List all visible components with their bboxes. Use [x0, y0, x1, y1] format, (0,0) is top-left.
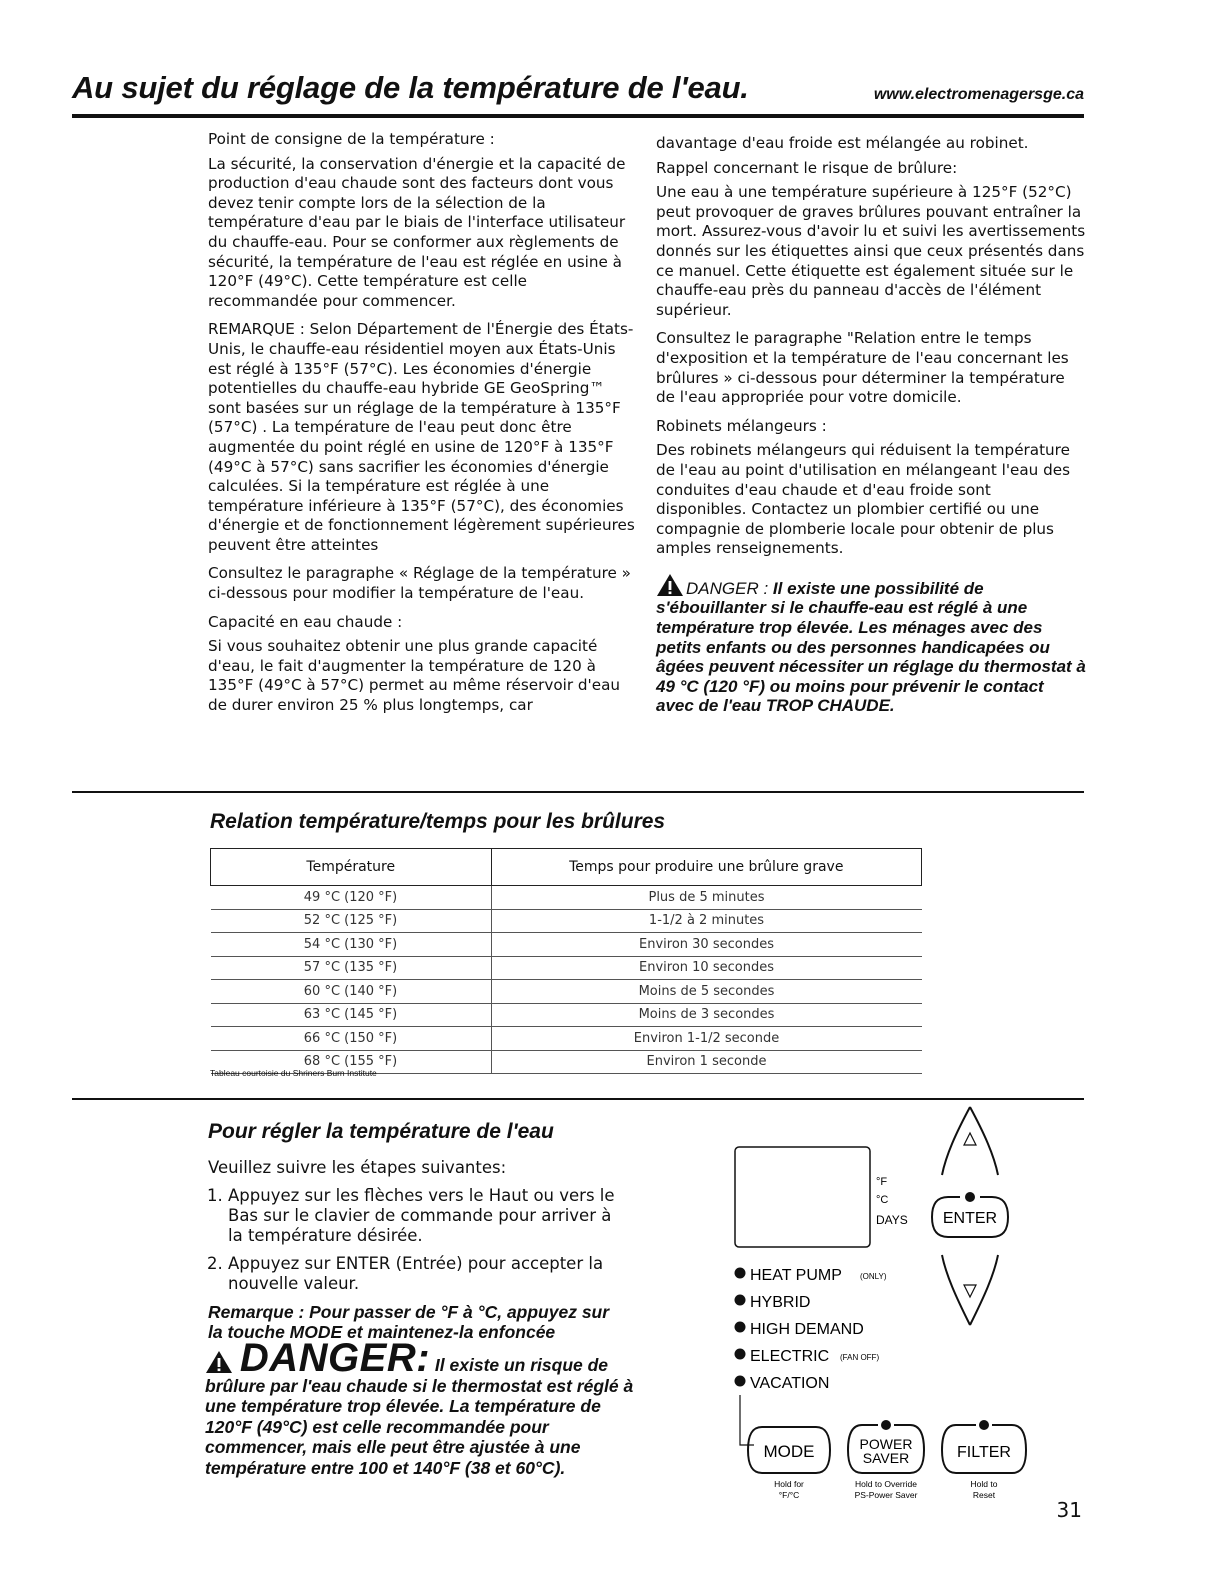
power-hint-2: PS-Power Saver	[854, 1490, 918, 1500]
mode-electric-note: (FAN OFF)	[840, 1353, 880, 1362]
remark-paragraph: REMARQUE : Selon Département de l'Énergie des États-Unis, le chauffe-eau résidentiel moyen aux États-Unis est réglé à 135°F (57°C). Les économies d'énergie potentielles du chauffe-eau hybride GE GeoSpring™ sont basées sur un réglage de la température à 135°F (57°C) . La température de l'eau peut donc être augmentée du point réglé en usine de 120°F à 135°F (49°C à 57°C) sans sacrifier les économies d'énergie calculées. Si la température est réglée à une température inférieure à 135°F (57°C), des économies d'énergie et de fonctionnement légèrement supérieures peuvent être atteintes	[208, 320, 635, 554]
mode-high-demand: HIGH DEMAND	[750, 1321, 864, 1338]
filter-indicator-dot	[979, 1420, 989, 1430]
mode-indicator-dot	[735, 1295, 746, 1306]
table-row	[211, 956, 922, 980]
warning-triangle-icon	[656, 573, 684, 597]
big-danger-warning	[205, 1336, 635, 1478]
mixing-valves-paragraph: Des robinets mélangeurs qui réduisent la température de l'eau au point d'utilisation en mélangeant l'eau des conduites d'eau chaude et d'eau froide sont disponibles. Contactez un plombier certifié ou une compagnie de plomberie locale pour obtenir de plus amples renseignements.	[656, 441, 1071, 558]
mode-electric: ELECTRIC	[750, 1348, 830, 1365]
table-caption: Tableau courtoisie du Shriners Burn Institute	[210, 1068, 377, 1078]
step-item: 2. Appuyez sur ENTER (Entrée) pour accepter la nouvelle valeur.	[228, 1254, 628, 1294]
danger-warning	[656, 573, 1086, 716]
consult-paragraph: Consultez le paragraphe « Réglage de la température » ci-dessous pour modifier la température de l'eau.	[208, 564, 631, 603]
mode-heat-pump: HEAT PUMP	[750, 1267, 842, 1284]
temp-cell: 49 °C (120 °F)	[211, 886, 492, 910]
steps-list	[208, 1186, 628, 1294]
steps-intro: Veuillez suivre les étapes suivantes:	[208, 1158, 507, 1177]
power-saver-label-1: POWER	[859, 1436, 913, 1452]
filter-hint-2: Reset	[972, 1490, 996, 1500]
danger-body: Il existe un risque de brûlure par l'eau chaude si le thermostat est réglé à une température trop élevée. La température de 120°F (49°C) est celle recommandée pour commencer, mais elle peut être ajustée à une température entre 100 et 140°F (38 et 60°C).	[205, 1355, 634, 1478]
table-row	[211, 933, 922, 957]
website-url: www.electromenagersge.ca	[873, 86, 1084, 103]
temp-cell: 60 °C (140 °F)	[211, 980, 492, 1004]
days-label: DAYS	[876, 1213, 908, 1227]
header-temperature: Température	[211, 849, 492, 886]
filter-button-label: FILTER	[957, 1444, 1011, 1461]
temp-cell: 57 °C (135 °F)	[211, 956, 492, 980]
page-number: 31	[1056, 1498, 1082, 1522]
header-rule	[72, 114, 1084, 118]
section-rule-1	[72, 791, 1084, 793]
enter-label: ENTER	[942, 1210, 998, 1227]
up-arrow-button[interactable]	[942, 1107, 998, 1175]
time-cell: Environ 1 seconde	[491, 1050, 922, 1074]
temp-cell: 52 °C (125 °F)	[211, 909, 492, 933]
time-cell: Environ 10 secondes	[491, 956, 922, 980]
time-cell: 1-1/2 à 2 minutes	[491, 909, 922, 933]
mode-remark: Remarque : Pour passer de °F à °C, appuyez sur la touche MODE et maintenez-la enfoncée	[208, 1302, 610, 1342]
mode-indicator-dot	[735, 1322, 746, 1333]
down-arrow-icon	[964, 1285, 976, 1297]
adjust-title: Pour régler la température de l'eau	[208, 1120, 554, 1143]
enter-button[interactable]	[932, 1192, 1008, 1237]
burn-table-title: Relation température/temps pour les brûlures	[210, 810, 666, 833]
mode-vacation: VACATION	[750, 1375, 830, 1392]
page-title: Au sujet du réglage de la température de l'eau.	[72, 70, 749, 105]
unit-f-label: °F	[876, 1176, 888, 1188]
step-item: 1. Appuyez sur les flèches vers le Haut ou vers le Bas sur le clavier de commande pour arriver à la température désirée.	[228, 1186, 628, 1246]
header-time: Temps pour produire une brûlure grave	[491, 849, 922, 886]
mode-indicator-dot	[735, 1349, 746, 1360]
setpoint-heading: Point de consigne de la température :	[208, 130, 495, 148]
temp-cell: 63 °C (145 °F)	[211, 1003, 492, 1027]
power-saver-indicator-dot	[881, 1420, 891, 1430]
mode-hybrid: HYBRID	[750, 1294, 811, 1311]
mixing-valves-heading: Robinets mélangeurs :	[656, 416, 827, 435]
danger-label: DANGER :	[686, 578, 769, 598]
filter-button[interactable]	[942, 1420, 1026, 1473]
consult-table-paragraph: Consultez le paragraphe "Relation entre le temps d'exposition et la température de l'eau concernant les brûlures » ci-dessous pour déterminer la température de l'eau appropriée pour votre domicile.	[656, 329, 1069, 407]
mode-indicator-dot	[735, 1268, 746, 1279]
warning-triangle-icon	[205, 1350, 233, 1374]
burn-reminder-paragraph: Une eau à une température supérieure à 125°F (52°C) peut provoquer de graves brûlures pouvant entraîner la mort. Assurez-vous d'avoir lu et suivi les avertissements donnés sur les étiquettes ainsi que ceux présentés dans ce manuel. Cette étiquette est également située sur le chauffe-eau près du panneau d'accès de l'élément supérieur.	[656, 183, 1086, 319]
temp-cell: 68 °C (155 °F)	[211, 1050, 492, 1074]
display-screen	[735, 1147, 870, 1247]
left-column	[208, 130, 636, 725]
power-hint-1: Hold to Override	[855, 1479, 917, 1489]
setpoint-paragraph: La sécurité, la conservation d'énergie et la capacité de production d'eau chaude sont des facteurs dont vous devez tenir compte lors de la sélection de la température d'eau par le biais de l'interface utilisateur du chauffe-eau. Pour se conformer aux règlements de sécurité, la température de l'eau est réglée en usine à 120°F (49°C). Cette température est celle recommandée pour commencer.	[208, 154, 626, 310]
mode-hint-2: °F/°C	[778, 1490, 800, 1500]
burn-reminder-heading: Rappel concernant le risque de brûlure:	[656, 158, 958, 177]
danger-text: Il existe une possibilité de s'ébouillanter si le chauffe-eau est réglé à une température trop élevée. Les ménages avec des petits enfants ou des personnes handicapées ou âgées peuvent nécessiter un réglage du thermostat à 49 °C (120 °F) ou moins pour prévenir le contact avec de l'eau TROP CHAUDE.	[656, 578, 1086, 716]
capacity-heading: Capacité en eau chaude :	[208, 612, 403, 631]
up-arrow-icon	[964, 1133, 976, 1145]
table-row	[211, 886, 922, 910]
mode-indicators	[735, 1267, 887, 1445]
temp-cell: 54 °C (130 °F)	[211, 933, 492, 957]
mode-indicator-dot	[735, 1376, 746, 1387]
danger-word: DANGER:	[239, 1336, 431, 1380]
time-cell: Moins de 5 secondes	[491, 980, 922, 1004]
enter-indicator-dot	[965, 1192, 975, 1202]
burn-table	[210, 848, 922, 1074]
power-saver-label-2: SAVER	[862, 1450, 910, 1466]
adjust-steps	[208, 1158, 628, 1342]
time-cell: Moins de 3 secondes	[491, 1003, 922, 1027]
mode-hint-1: Hold for	[774, 1479, 804, 1489]
table-row	[211, 1027, 922, 1051]
mode-heat-pump-note: (ONLY)	[860, 1272, 887, 1281]
power-saver-button[interactable]	[848, 1420, 924, 1473]
table-row	[211, 1003, 922, 1027]
time-cell: Environ 1-1/2 seconde	[491, 1027, 922, 1051]
capacity-paragraph: Si vous souhaitez obtenir une plus grande capacité d'eau, le fait d'augmenter la température de 120 à 135°F (49°C à 57°C) permet au même réservoir d'eau de durer environ 25 % plus longtemps, car	[208, 637, 620, 715]
filter-hint-1: Hold to	[970, 1479, 998, 1489]
control-panel-diagram	[720, 1105, 1060, 1505]
table-row	[211, 980, 922, 1004]
section-rule-2	[72, 1098, 1084, 1100]
mode-connector-line	[740, 1395, 754, 1445]
down-arrow-button[interactable]	[942, 1255, 998, 1325]
cold-water-text: davantage d'eau froide est mélangée au robinet.	[656, 134, 1029, 152]
time-cell: Plus de 5 minutes	[491, 886, 922, 910]
time-cell: Environ 30 secondes	[491, 933, 922, 957]
table-row	[211, 909, 922, 933]
table-header-row	[211, 849, 922, 886]
unit-c-label: °C	[876, 1194, 889, 1206]
temp-cell: 66 °C (150 °F)	[211, 1027, 492, 1051]
mode-button-label: MODE	[763, 1442, 815, 1461]
right-column	[656, 134, 1086, 716]
mode-button[interactable]	[748, 1427, 830, 1473]
